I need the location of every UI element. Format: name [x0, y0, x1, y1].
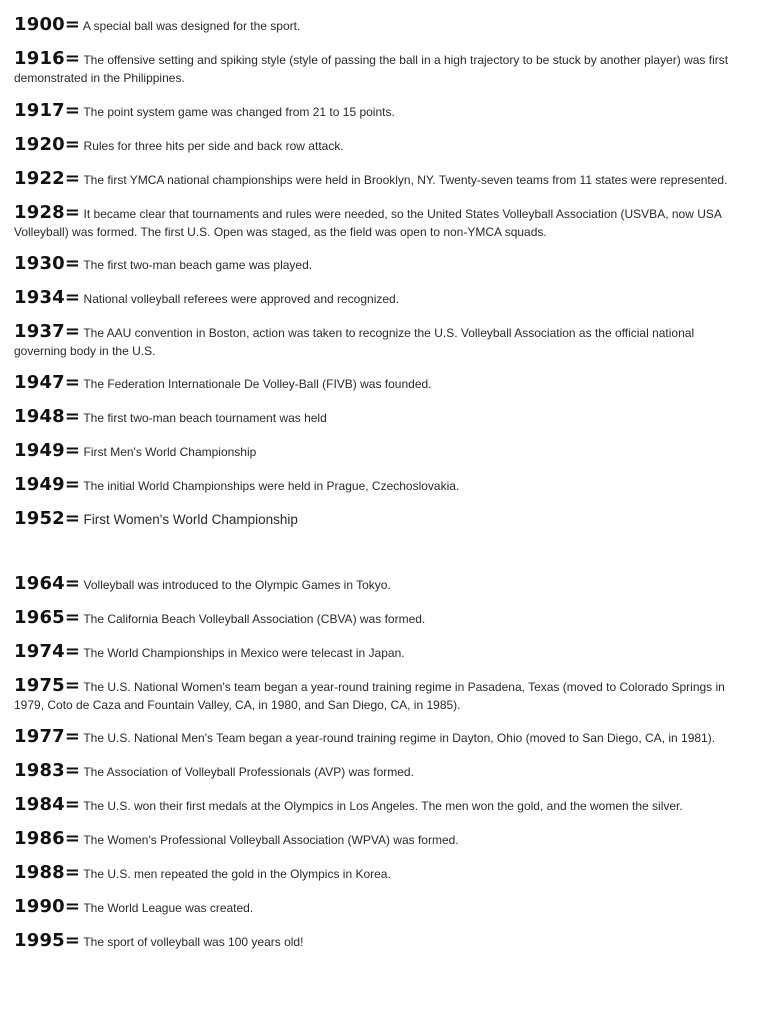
timeline-entry — [14, 255, 744, 274]
entry-year: 1984= — [14, 794, 81, 815]
entry-year: 1937= — [14, 321, 81, 342]
entry-text: The World League was created. — [83, 901, 254, 915]
entry-year: 1900= — [14, 14, 81, 35]
timeline-entry — [14, 575, 744, 594]
entry-text: Volleyball was introduced to the Olympic Games in Tokyo. — [83, 578, 391, 592]
timeline-entry — [14, 408, 744, 427]
entry-text: The sport of volleyball was 100 years old! — [83, 935, 304, 949]
entry-text: First Men's World Championship — [83, 445, 257, 459]
entry-text: The first two-man beach game was played. — [83, 258, 313, 272]
entry-text: The U.S. National Men's Team began a year-round training regime in Dayton, Ohio (moved to San Diego, CA, in 1981). — [83, 731, 716, 745]
entry-year: 1949= — [14, 440, 81, 461]
timeline-entry — [14, 677, 744, 714]
entry-year: 1920= — [14, 134, 81, 155]
entry-text: The point system game was changed from 21 to 15 points. — [83, 105, 395, 119]
entry-text: The AAU convention in Boston, action was taken to recognize the U.S. Volleyball Association as the official national governing body in the U.S. — [14, 326, 695, 358]
entry-text: National volleyball referees were approved and recognized. — [83, 292, 400, 306]
timeline-entry — [14, 374, 744, 393]
entry-year: 1934= — [14, 287, 81, 308]
timeline-entry — [14, 728, 744, 747]
entry-year: 1922= — [14, 168, 81, 189]
entry-year: 1917= — [14, 100, 81, 121]
entry-text: The Women's Professional Volleyball Association (WPVA) was formed. — [83, 833, 459, 847]
entry-year: 1930= — [14, 253, 81, 274]
timeline-entry — [14, 102, 744, 121]
entry-year: 1952= — [14, 508, 81, 529]
entry-text: The U.S. won their first medals at the Olympics in Los Angeles. The men won the gold, and the women the silver. — [83, 799, 683, 813]
timeline-entry — [14, 289, 744, 308]
entry-year: 1990= — [14, 896, 81, 917]
entry-year: 1988= — [14, 862, 81, 883]
entry-text: Rules for three hits per side and back row attack. — [83, 139, 344, 153]
timeline-entry — [14, 170, 744, 189]
timeline-entry — [14, 932, 744, 951]
timeline-entry — [14, 643, 744, 662]
entry-text: The offensive setting and spiking style (style of passing the ball in a high trajectory to be stuck by another player) was first demonstrated in the Philippines. — [14, 53, 729, 85]
entry-year: 1983= — [14, 760, 81, 781]
timeline-entry — [14, 510, 744, 529]
entry-year: 1948= — [14, 406, 81, 427]
entry-year: 1965= — [14, 607, 81, 628]
entry-year: 1964= — [14, 573, 81, 594]
entry-year: 1995= — [14, 930, 81, 951]
entry-text: The first two-man beach tournament was held — [83, 411, 327, 425]
entry-year: 1916= — [14, 48, 81, 69]
entry-year: 1928= — [14, 202, 81, 223]
timeline-entry — [14, 898, 744, 917]
entry-year: 1949= — [14, 474, 81, 495]
entry-text: The World Championships in Mexico were telecast in Japan. — [83, 646, 405, 660]
timeline-entry — [14, 136, 744, 155]
timeline — [14, 14, 744, 951]
entry-text: It became clear that tournaments and rules were needed, so the United States Volleyball Association (USVBA, now USA Volleyball) was formed. The first U.S. Open was staged, as the field was open to non-YMCA squads. — [14, 207, 722, 239]
timeline-entry — [14, 323, 744, 360]
entry-text: The Federation Internationale De Volley-Ball (FIVB) was founded. — [83, 377, 432, 391]
entry-year: 1947= — [14, 372, 81, 393]
entry-text: The U.S. National Women's team began a year-round training regime in Pasadena, Texas (moved to Colorado Springs in 1979, Coto de Caza and Fountain Valley, CA, in 1980, and San Diego, CA, in 1985). — [14, 680, 725, 712]
timeline-entry — [14, 830, 744, 849]
timeline-entry — [14, 442, 744, 461]
entry-text: First Women's World Championship — [83, 512, 298, 527]
timeline-entry — [14, 864, 744, 883]
timeline-entry — [14, 762, 744, 781]
entry-text: A special ball was designed for the sport. — [82, 19, 301, 33]
timeline-entry — [14, 796, 744, 815]
entry-text: The U.S. men repeated the gold in the Olympics in Korea. — [83, 867, 391, 881]
entry-text: The Association of Volleyball Professionals (AVP) was formed. — [83, 765, 414, 779]
timeline-entry — [14, 204, 744, 241]
timeline-entry — [14, 609, 744, 628]
entry-text: The California Beach Volleyball Association (CBVA) was formed. — [83, 612, 426, 626]
entry-year: 1986= — [14, 828, 81, 849]
timeline-entry — [14, 16, 744, 35]
entry-text: The first YMCA national championships were held in Brooklyn, NY. Twenty-seven teams from 11 states were represented. — [83, 173, 728, 187]
timeline-entry — [14, 50, 744, 87]
timeline-entry — [14, 476, 744, 495]
entry-year: 1975= — [14, 675, 81, 696]
entry-text: The initial World Championships were held in Prague, Czechoslovakia. — [83, 479, 460, 493]
entry-year: 1974= — [14, 641, 81, 662]
entry-year: 1977= — [14, 726, 81, 747]
